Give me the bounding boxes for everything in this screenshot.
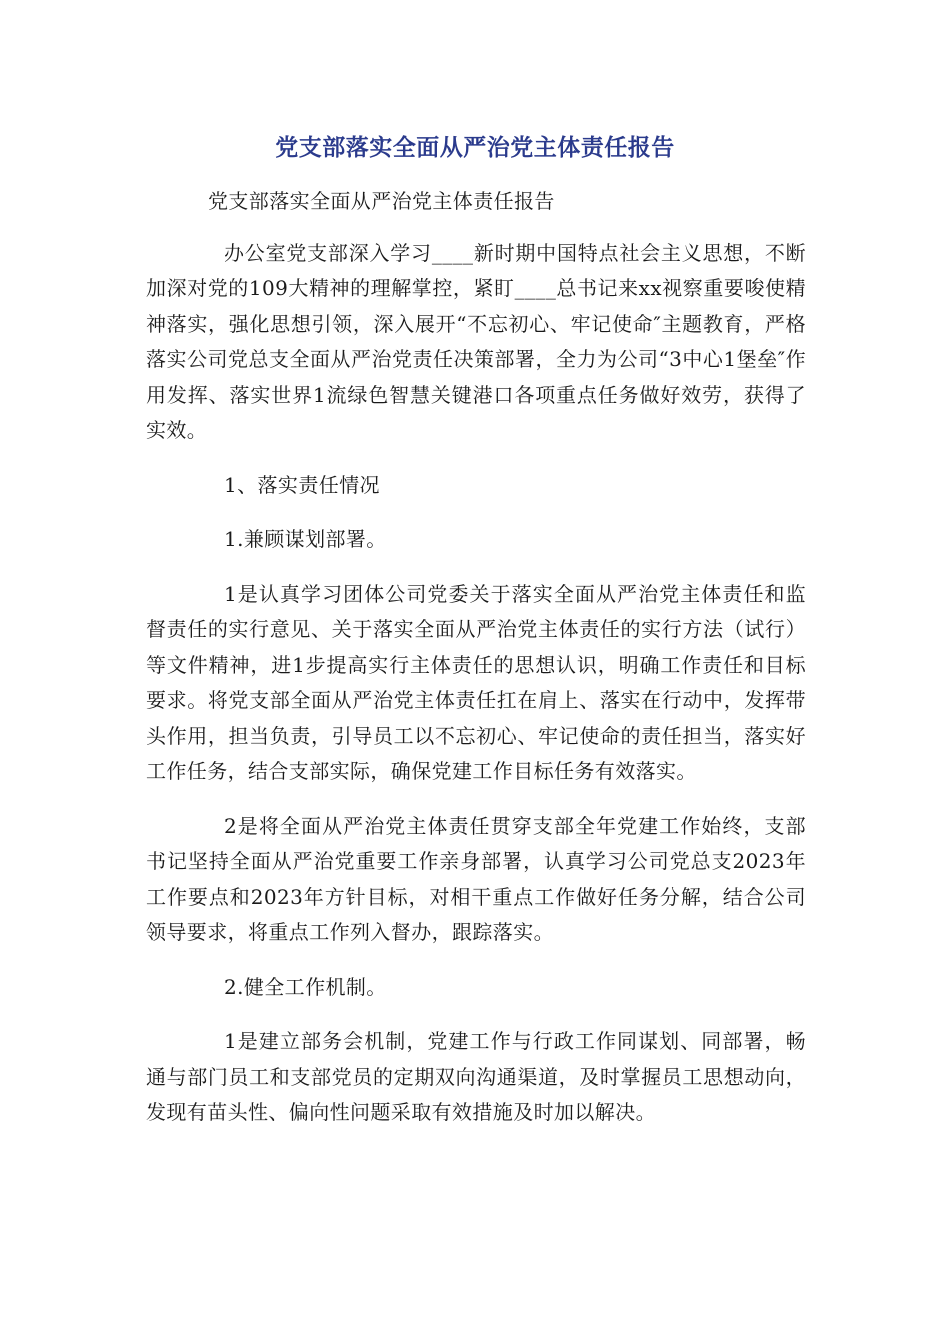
paragraph-item-2: 2是将全面从严治党主体责任贯穿支部全年党建工作始终，支部书记坚持全面从严治党重要工作亲身部署，认真学习公司党总支2023年工作要点和2023年方针目标，对相干重点工作做好任务分解，结合公司领导要求，将重点工作列入督办，跟踪落实。 <box>146 813 806 944</box>
subsection-heading-2: 2.健全工作机制。 <box>224 974 387 999</box>
document-subtitle: 党支部落实全面从严治党主体责任报告 <box>208 189 555 213</box>
document-body <box>146 184 806 1150</box>
paragraph-intro: 办公室党支部深入学习____新时期中国特点社会主义思想，不断加深对党的109大精神的理解掌控，紧盯____总书记来xx视察重要唆使精神落实，强化思想引领，深入展开“不忘初心、牢记使命″主题教育，严格落实公司党总支全面从严治党责任决策部署，全力为公司“3中心1堡垒″作用发挥、落实世界1流绿色智慧关键港口各项重点任务做好效劳，获得了实效。 <box>146 240 806 442</box>
subsection-heading-1: 1.兼顾谋划部署。 <box>224 527 387 551</box>
document-title: 党支部落实全面从严治党主体责任报告 <box>275 135 675 161</box>
paragraph-item-1: 1是认真学习团体公司党委关于落实全面从严治党主体责任和监督责任的实行意见、关于落实全面从严治党主体责任的实行方法（试行）等文件精神，进1步提高实行主体责任的思想认识，明确工作责任和目标要求。将党支部全面从严治党主体责任扛在肩上、落实在行动中，发挥带头作用，担当负责，引导员工以不忘初心、牢记使命的责任担当，落实好工作任务，结合支部实际，确保党建工作目标任务有效落实。 <box>146 581 806 783</box>
section-heading-1: 1、落实责任情况 <box>224 472 380 497</box>
paragraph-item-3: 1是建立部务会机制，党建工作与行政工作同谋划、同部署，畅通与部门员工和支部党员的定期双向沟通渠道，及时掌握员工思想动向，发现有苗头性、偏向性问题采取有效措施及时加以解决。 <box>146 1029 806 1124</box>
